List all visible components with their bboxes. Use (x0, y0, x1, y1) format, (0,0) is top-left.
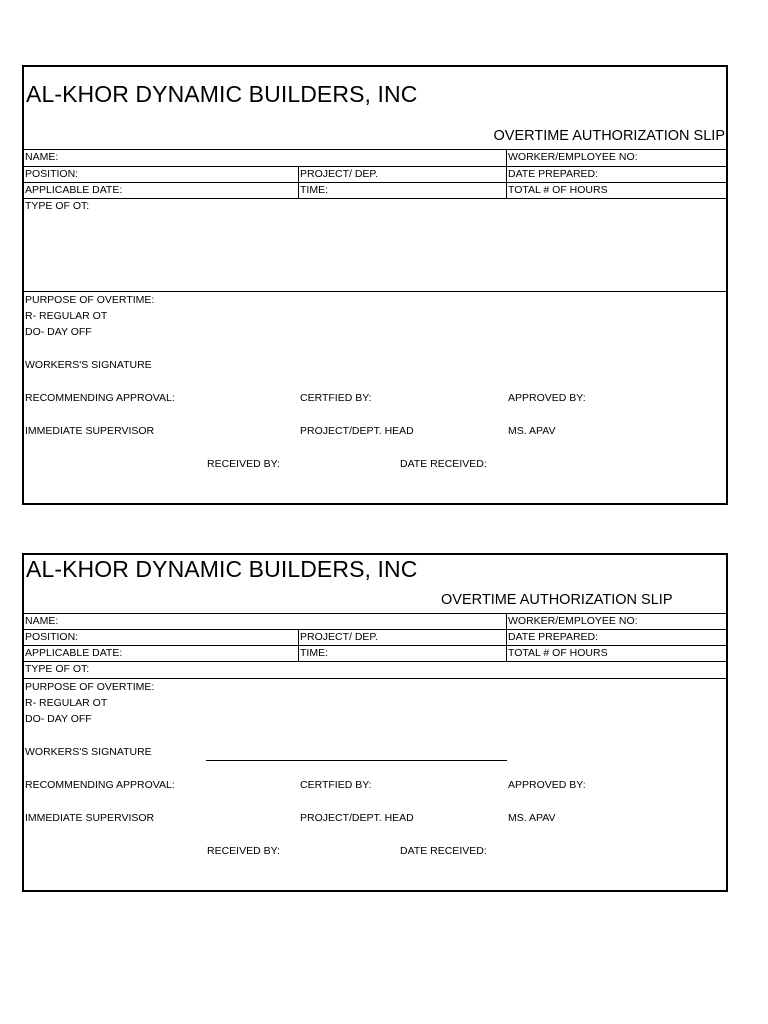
purpose-of-overtime-label: PURPOSE OF OVERTIME: (25, 681, 155, 693)
approved-by-label: APPROVED BY: (508, 392, 586, 404)
project-dept-head-label: PROJECT/DEPT. HEAD (300, 812, 414, 824)
signature-line (206, 760, 507, 761)
received-by-label: RECEIVED BY: (207, 458, 280, 470)
workers-signature-label: WORKERS'S SIGNATURE (25, 359, 152, 371)
name-field-label: NAME: (25, 615, 59, 627)
recommending-approval-label: RECOMMENDING APPROVAL: (25, 779, 175, 791)
project-dep-field-label: PROJECT/ DEP. (300, 168, 378, 180)
row-divider (24, 645, 726, 646)
approved-by-label: APPROVED BY: (508, 779, 586, 791)
certified-by-label: CERTFIED BY: (300, 392, 372, 404)
slip-title: OVERTIME AUTHORIZATION SLIP (493, 128, 725, 144)
regular-ot-option: R- REGULAR OT (25, 697, 108, 709)
date-prepared-field-label: DATE PREPARED: (508, 168, 599, 180)
row-divider (24, 166, 726, 167)
column-divider (506, 149, 507, 198)
company-name: AL-KHOR DYNAMIC BUILDERS, INC (26, 81, 418, 107)
slip-title: OVERTIME AUTHORIZATION SLIP (441, 592, 673, 608)
certified-by-label: CERTFIED BY: (300, 779, 372, 791)
date-received-label: DATE RECEIVED: (400, 845, 487, 857)
workers-signature-label: WORKERS'S SIGNATURE (25, 746, 152, 758)
total-hours-field-label: TOTAL # OF HOURS (508, 647, 608, 659)
ms-apav-label: MS. APAV (508, 812, 556, 824)
total-hours-field-label: TOTAL # OF HOURS (508, 184, 608, 196)
row-divider (24, 182, 726, 183)
time-field-label: TIME: (300, 647, 328, 659)
time-field-label: TIME: (300, 184, 328, 196)
name-field-label: NAME: (25, 151, 59, 163)
company-name: AL-KHOR DYNAMIC BUILDERS, INC (26, 556, 418, 582)
applicable-date-field-label: APPLICABLE DATE: (25, 184, 123, 196)
date-received-label: DATE RECEIVED: (400, 458, 487, 470)
row-divider (24, 198, 726, 199)
overtime-slip-1 (22, 65, 728, 505)
worker-no-field-label: WORKER/EMPLOYEE NO: (508, 151, 638, 163)
immediate-supervisor-label: IMMEDIATE SUPERVISOR (25, 425, 155, 437)
type-of-ot-bottom-line (24, 678, 726, 679)
position-field-label: POSITION: (25, 631, 79, 643)
day-off-option: DO- DAY OFF (25, 713, 92, 725)
position-field-label: POSITION: (25, 168, 79, 180)
day-off-option: DO- DAY OFF (25, 326, 92, 338)
worker-no-field-label: WORKER/EMPLOYEE NO: (508, 615, 638, 627)
type-of-ot-bottom-line (24, 291, 726, 292)
column-divider (298, 166, 299, 198)
table-top-line (24, 149, 726, 150)
column-divider (506, 613, 507, 661)
received-by-label: RECEIVED BY: (207, 845, 280, 857)
row-divider (24, 629, 726, 630)
type-of-ot-field-label: TYPE OF OT: (25, 200, 90, 212)
project-dept-head-label: PROJECT/DEPT. HEAD (300, 425, 414, 437)
type-of-ot-field-label: TYPE OF OT: (25, 663, 90, 675)
ms-apav-label: MS. APAV (508, 425, 556, 437)
row-divider (24, 661, 726, 662)
column-divider (298, 629, 299, 661)
immediate-supervisor-label: IMMEDIATE SUPERVISOR (25, 812, 155, 824)
date-prepared-field-label: DATE PREPARED: (508, 631, 599, 643)
overtime-slip-2 (22, 553, 728, 892)
regular-ot-option: R- REGULAR OT (25, 310, 108, 322)
table-top-line (24, 613, 726, 614)
applicable-date-field-label: APPLICABLE DATE: (25, 647, 123, 659)
purpose-of-overtime-label: PURPOSE OF OVERTIME: (25, 294, 155, 306)
project-dep-field-label: PROJECT/ DEP. (300, 631, 378, 643)
recommending-approval-label: RECOMMENDING APPROVAL: (25, 392, 175, 404)
